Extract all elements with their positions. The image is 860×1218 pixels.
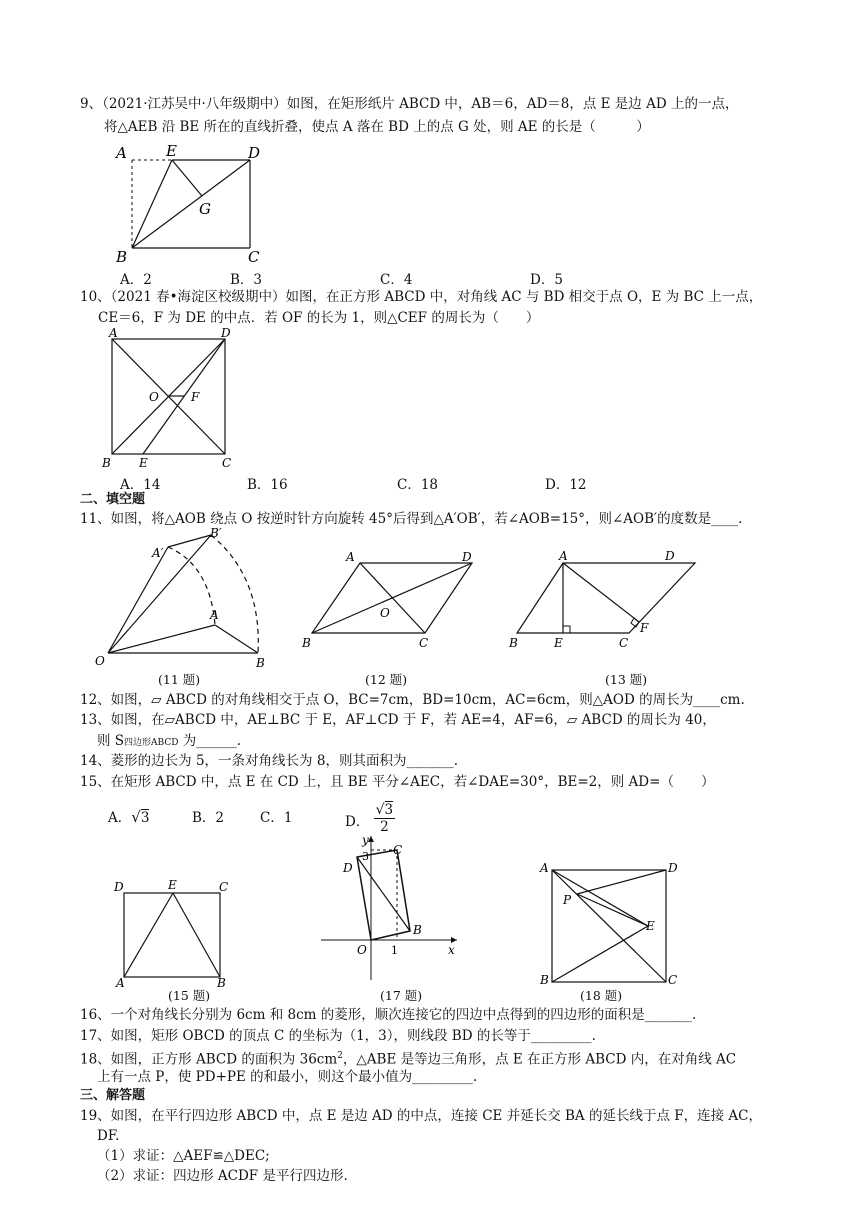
q10-label: C [222, 456, 232, 470]
q18-label: B [540, 973, 549, 987]
q12-label: A [346, 550, 355, 564]
q17-label: y [362, 833, 369, 847]
q13-line1: 13、如图，在▱ABCD 中，AE⊥BC 于 E，AF⊥CD 于 F，若 AE=4，AF=6，▱ ABCD 的周长为 40， [80, 712, 716, 728]
q9-label: G [199, 200, 211, 218]
q15-option-a: A．√3 [108, 808, 150, 826]
q9-option-d: D．5 [530, 272, 563, 288]
q15-text: 15、在矩形 ABCD 中，点 E 在 CD 上，且 BE 平分∠AEC，若∠DAE=30°，BE=2，则 AD=（ ） [80, 774, 715, 790]
q11-text: 11、如图，将△AOB 绕点 O 按逆时针方向旋转 45°后得到△A′OB′，若∠AOB=15°，则∠AOB′的度数是____. [80, 511, 743, 527]
q11-label: B′ [210, 526, 222, 540]
q13-line2: 则 S四边形ABCD 为______. [97, 733, 242, 749]
q11-label: O [95, 654, 105, 668]
q10-label: O [149, 390, 159, 404]
q18-label: P [563, 893, 572, 907]
q12-label: D [462, 550, 472, 564]
q10-label: F [191, 390, 200, 404]
q18-label: E [646, 919, 655, 933]
q17-figure [315, 830, 465, 990]
q15-label: C [219, 880, 229, 894]
q15-label: D [114, 880, 124, 894]
q10-label: E [139, 456, 148, 470]
q11-figure [90, 525, 275, 673]
q13-figure [505, 545, 705, 655]
q17-label: 1 [391, 944, 398, 957]
q9-option-a: A．2 [120, 272, 152, 288]
q19-part1: （1）求证：△AEF≌△DEC; [97, 1148, 270, 1164]
q17-text: 17、如图，矩形 OBCD 的顶点 C 的坐标为（1，3），则线段 BD 的长等于_________. [80, 1028, 596, 1044]
q18-label: C [668, 973, 678, 987]
caption-13: (13 题) [605, 672, 648, 687]
q13-label: F [640, 621, 649, 635]
q13-label: A [559, 549, 568, 563]
q15-option-c: C．1 [260, 810, 293, 826]
q17-label: C [393, 843, 403, 857]
q9-label: D [248, 144, 261, 162]
q17-label: B [413, 923, 422, 937]
q12-text: 12、如图，▱ ABCD 的对角线相交于点 O，BC=7cm，BD=10cm，AC=6cm，则△AOD 的周长为____cm. [80, 692, 745, 708]
q15-option-d: D． $\frac{√3}{2}$ [345, 802, 394, 835]
q16-text: 16、一个对角线长分别为 6cm 和 8cm 的菱形，顺次连接它的四边中点得到的四边形的面积是_______. [80, 1007, 697, 1023]
q15-label: E [168, 878, 177, 892]
q12-label: C [419, 636, 429, 650]
q9-line2: 将△AEB 沿 BE 所在的直线折叠，使点 A 落在 BD 上的点 G 处，则 AE 的长是（ ） [104, 119, 650, 135]
q10-option-a: A．14 [120, 477, 161, 493]
q10-figure [95, 325, 240, 475]
q13-label: D [665, 549, 675, 563]
q18-line2: 上有一点 P，使 PD+PE 的和最小，则这个最小值为_________. [97, 1069, 478, 1085]
q11-label: A [210, 608, 219, 622]
caption-18: (18 题) [580, 988, 623, 1003]
q17-label: 3 [362, 850, 369, 863]
q14-text: 14、菱形的边长为 5，一条对角线长为 8，则其面积为_______. [80, 753, 458, 769]
q11-label: A′ [152, 546, 164, 560]
q10-label: B [102, 456, 111, 470]
q9-label: A [116, 144, 127, 162]
caption-12: (12 题) [365, 672, 408, 687]
section-fill-in: 二、填空题 [80, 492, 146, 507]
caption-15: (15 题) [168, 988, 211, 1003]
q9-label: E [166, 142, 177, 160]
q9-label: B [116, 248, 128, 266]
q18-figure [535, 858, 685, 988]
q17-label: x [448, 943, 455, 957]
section-solutions: 三、解答题 [80, 1088, 146, 1103]
q13-label: B [509, 636, 518, 650]
q9-figure [110, 140, 270, 270]
q9-option-c: C．4 [380, 272, 413, 288]
q15-label: B [217, 976, 226, 990]
q18-line1: 18、如图，正方形 ABCD 的面积为 $36cm^2$，△ABE 是等边三角形，点 E 在正方形 ABCD 内，在对角线 AC [80, 1051, 737, 1068]
q10-option-b: B．16 [247, 477, 288, 493]
q10-line2: CE＝6，F 为 DE 的中点．若 OF 的长为 1，则△CEF 的周长为（ ） [98, 310, 540, 326]
q11-label: B [256, 656, 265, 670]
q15-figure [110, 875, 240, 990]
q18-label: D [668, 861, 678, 875]
q19-line1: 19、如图，在平行四边形 ABCD 中，点 E 是边 AD 的中点，连接 CE 并延长交 BA 的延长线于点 F，连接 AC， [80, 1108, 762, 1124]
caption-17: (17 题) [380, 988, 423, 1003]
q10-line1: 10、（2021 春•海淀区校级期中）如图，在正方形 ABCD 中，对角线 AC 与 BD 相交于点 O，E 为 BC 上一点， [80, 289, 763, 305]
q12-figure [300, 545, 485, 655]
q17-label: D [343, 861, 353, 875]
q17-label: O [357, 943, 367, 957]
q15-label: A [116, 976, 125, 990]
q12-label: B [302, 636, 311, 650]
q13-label: C [619, 636, 629, 650]
q9-label: C [248, 248, 260, 266]
q12-label: O [380, 606, 390, 620]
q10-option-c: C．18 [397, 477, 439, 493]
q10-label: D [221, 326, 231, 340]
caption-11: (11 题) [158, 672, 201, 687]
q13-label: E [554, 636, 563, 650]
q9-line1: 9、（2021·江苏吴中·八年级期中）如图，在矩形纸片 ABCD 中，AB＝6，AD＝8，点 E 是边 AD 上的一点， [80, 96, 739, 112]
q9-option-b: B．3 [230, 272, 263, 288]
q18-label: A [540, 861, 549, 875]
q19-part2: （2）求证：四边形 ACDF 是平行四边形. [97, 1168, 348, 1184]
q10-label: A [109, 326, 118, 340]
q15-option-b: B．2 [192, 810, 225, 826]
q10-option-d: D．12 [545, 477, 587, 493]
q19-line2: DF. [97, 1128, 120, 1144]
